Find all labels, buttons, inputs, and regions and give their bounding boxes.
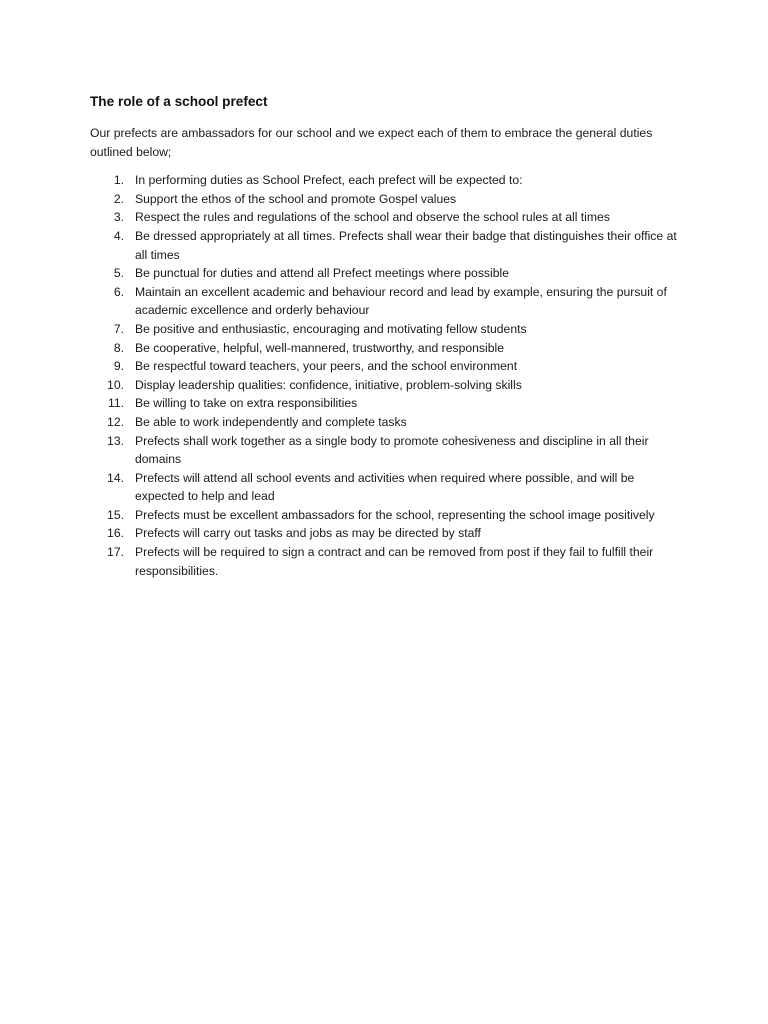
duty-text: Be respectful toward teachers, your peers, and the school environment [135,359,518,374]
document-body [90,92,682,580]
duty-text: Prefects must be excellent ambassadors for the school, representing the school image positively [135,507,655,522]
duty-item [90,413,682,432]
duty-number: 6. [113,284,124,299]
duty-number: 16. [107,526,124,541]
duty-text: Be punctual for duties and attend all Prefect meetings where possible [135,266,509,281]
duty-text: Prefects will be required to sign a contract and can be removed from post if they fail to fulfill their responsibilities. [135,545,654,578]
duty-number: 7. [113,321,124,336]
duty-text: Support the ethos of the school and promote Gospel values [135,191,457,206]
duty-item [90,227,682,264]
duty-number: 15. [107,507,124,522]
duty-text: Prefects will attend all school events and activities when required where possible, and will be expected to help and lead [135,470,635,504]
duties-list [90,171,682,580]
duty-item [90,190,682,209]
duty-item [90,357,682,376]
duty-text: Be willing to take on extra responsibilities [135,396,358,411]
duty-number: 5. [113,266,124,281]
duty-number: 10. [107,377,124,392]
duty-number: 1. [113,173,124,188]
duty-text: Be positive and enthusiastic, encouraging and motivating fellow students [135,321,527,336]
duty-item [90,320,682,339]
duty-number: 17. [107,545,124,560]
duty-text: Prefects shall work together as a single body to promote cohesiveness and discipline in all their domains [135,433,649,467]
duty-number: 3. [113,210,124,225]
duty-item [90,264,682,283]
duty-text: Be dressed appropriately at all times. Prefects shall wear their badge that distinguishes their office at all times [135,228,677,262]
duty-item [90,171,682,190]
duty-number: 14. [107,470,124,485]
duty-item [90,506,682,525]
duty-text: Display leadership qualities: confidence, initiative, problem-solving skills [135,377,522,392]
duty-text: In performing duties as School Prefect, each prefect will be expected to: [135,173,523,188]
duty-number: 11. [107,396,124,411]
duty-number: 8. [113,340,124,355]
duty-item [90,208,682,227]
duty-number: 9. [113,359,124,374]
duty-item [90,524,682,543]
duty-item [90,543,682,580]
duty-text: Prefects will carry out tasks and jobs as may be directed by staff [135,526,481,541]
document-title: The role of a school prefect [90,94,268,109]
intro-paragraph: Our prefects are ambassadors for our school and we expect each of them to embrace the general duties outlined below; [90,126,653,159]
duty-number: 13. [107,433,124,448]
duty-item [90,339,682,358]
duty-text: Be cooperative, helpful, well-mannered, trustworthy, and responsible [135,340,504,355]
duty-item [90,394,682,413]
duty-item [90,469,682,506]
duty-text: Be able to work independently and complete tasks [135,414,407,429]
duty-item [90,376,682,395]
duty-text: Respect the rules and regulations of the school and observe the school rules at all times [135,210,610,225]
duty-number: 2. [113,191,124,206]
duty-item [90,432,682,469]
duty-item [90,283,682,320]
duty-number: 12. [107,414,124,429]
duty-text: Maintain an excellent academic and behaviour record and lead by example, ensuring the pursuit of academic excellence and orderly behaviour [135,284,667,318]
duty-number: 4. [113,228,124,243]
